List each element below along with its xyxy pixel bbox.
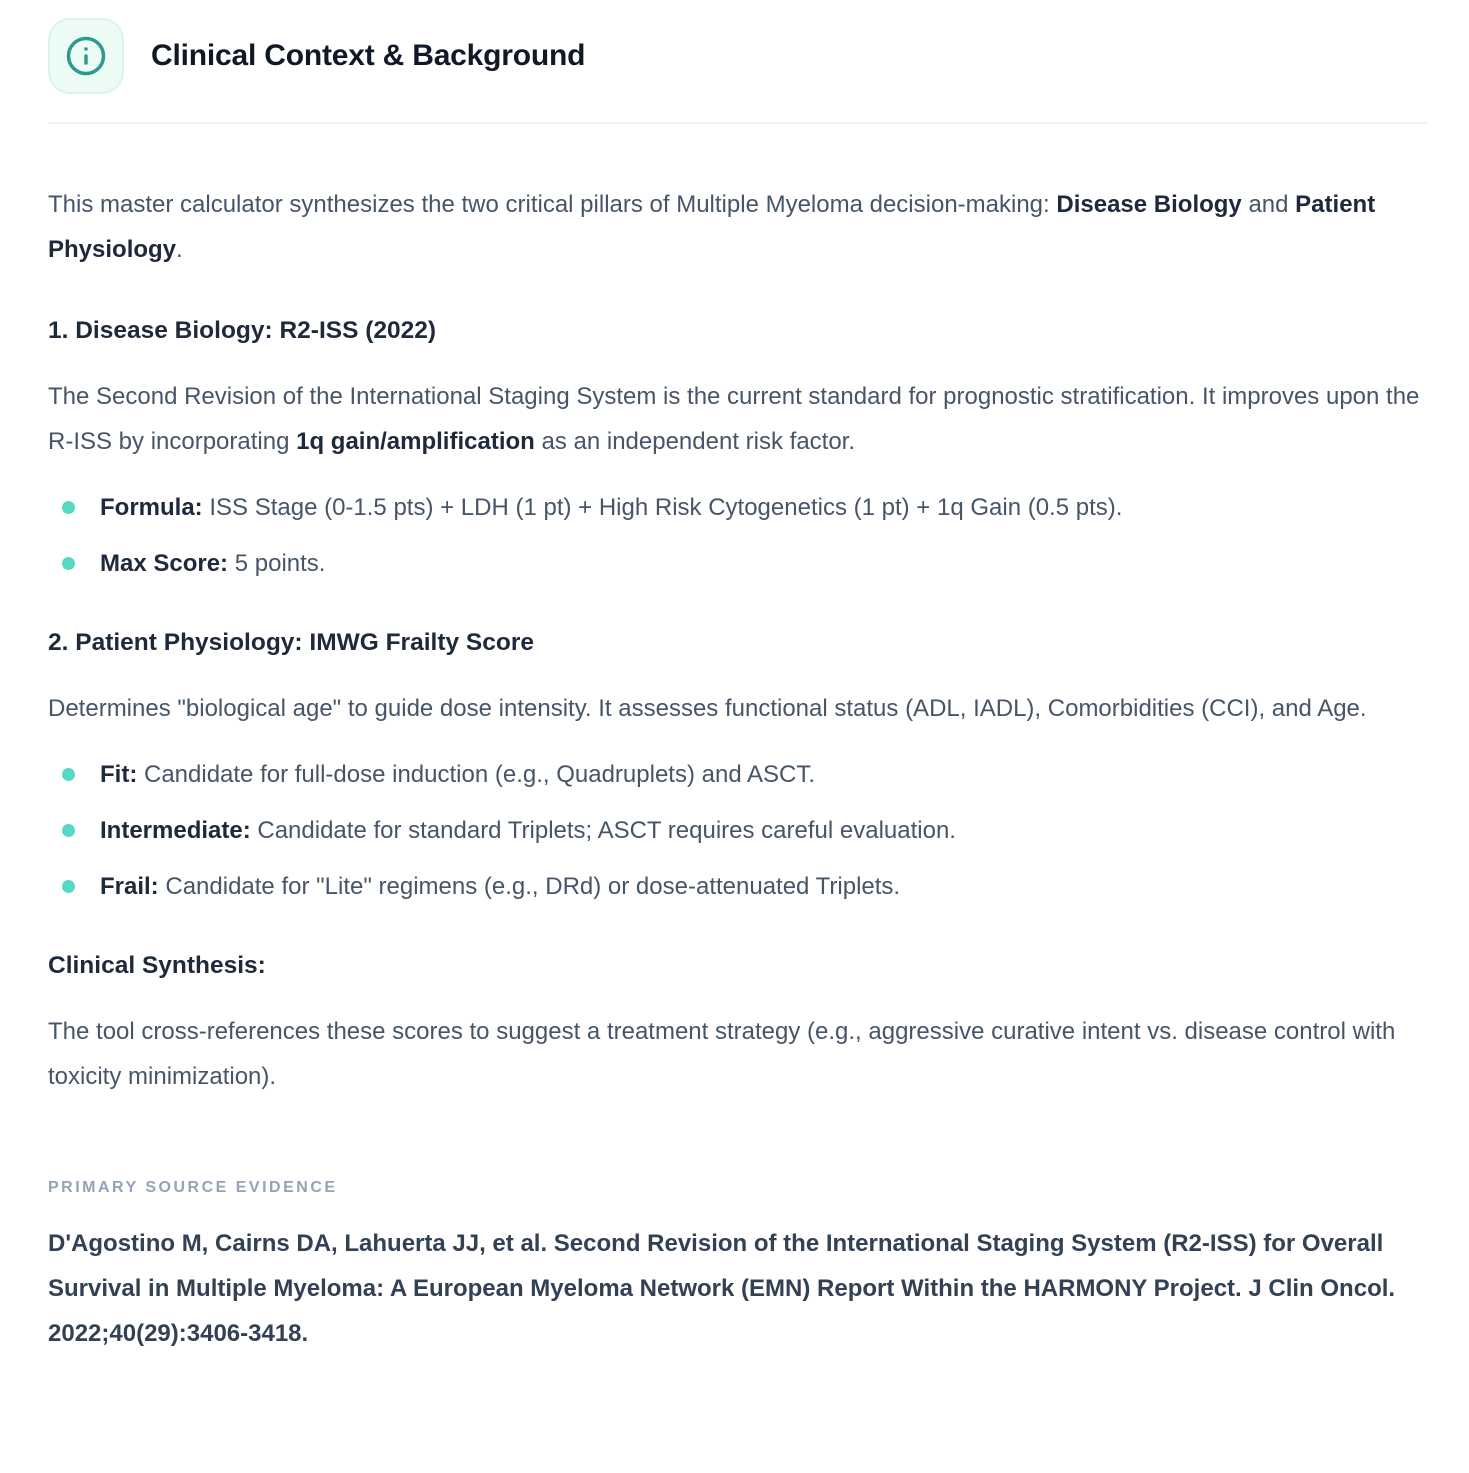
bullet-dot-icon (62, 501, 75, 514)
list-item-intermediate (48, 811, 1427, 851)
bullet-dot-icon (62, 768, 75, 781)
disease-biology-list (48, 488, 1427, 584)
heading-disease-biology: 1. Disease Biology: R2-ISS (2022) (48, 317, 437, 344)
primary-source-evidence-section (48, 1179, 1427, 1356)
bullet-text: Candidate for "Lite" regimens (e.g., DRd) or dose-attenuated Triplets. (158, 873, 901, 900)
info-icon (65, 35, 107, 77)
heading-patient-physiology: 2. Patient Physiology: IMWG Frailty Score (48, 629, 535, 656)
bullet-label: Formula: (100, 494, 203, 521)
patient-physiology-description: Determines "biological age" to guide dose intensity. It assesses functional status (ADL, IADL), Comorbidities (CCI), and Age. (48, 695, 1367, 722)
list-item-frail (48, 867, 1427, 907)
list-item-max-score (48, 544, 1427, 584)
bullet-label: Frail: (100, 873, 159, 900)
patient-physiology-list (48, 755, 1427, 907)
bullet-dot-icon (62, 557, 75, 570)
intro-paragraph: This master calculator synthesizes the two critical pillars of Multiple Myeloma decision-making: Disease Biology and Patient Physiology. (48, 191, 1376, 263)
bullet-text: Candidate for full-dose induction (e.g., Quadruplets) and ASCT. (137, 761, 816, 788)
heading-clinical-synthesis: Clinical Synthesis: (48, 952, 266, 979)
list-item-fit (48, 755, 1427, 795)
disease-biology-description: The Second Revision of the International Staging System is the current standard for prognostic stratification. It improves upon the R-ISS by incorporating 1q gain/amplification as an independent risk factor. (48, 383, 1420, 455)
bullet-dot-icon (62, 824, 75, 837)
bullet-text: Candidate for standard Triplets; ASCT requires careful evaluation. (250, 817, 956, 844)
primary-source-evidence-label: PRIMARY SOURCE EVIDENCE (48, 1179, 338, 1196)
bullet-dot-icon (62, 880, 75, 893)
list-item-formula (48, 488, 1427, 528)
bullet-label: Intermediate: (100, 817, 251, 844)
bullet-text: ISS Stage (0-1.5 pts) + LDH (1 pt) + High Risk Cytogenetics (1 pt) + 1q Gain (0.5 pts). (202, 494, 1123, 521)
header-divider (48, 122, 1427, 124)
section-header (48, 18, 1427, 94)
bullet-label: Max Score: (100, 550, 229, 577)
info-icon-box (48, 18, 124, 94)
page-title: Clinical Context & Background (151, 39, 586, 72)
source-citation: D'Agostino M, Cairns DA, Lahuerta JJ, et al. Second Revision of the International Staging System (R2-ISS) for Overall Survival in Multiple Myeloma: A European Myeloma Network (EMN) Report Within the HARMONY Project. J Clin Oncol. 2022;40(29):3406-3418. (48, 1230, 1396, 1347)
clinical-synthesis-text: The tool cross-references these scores to suggest a treatment strategy (e.g., aggressive curative intent vs. disease control with toxicity minimization). (48, 1018, 1396, 1090)
bullet-label: Fit: (100, 761, 138, 788)
bullet-text: 5 points. (228, 550, 326, 577)
clinical-context-content (48, 182, 1427, 1356)
